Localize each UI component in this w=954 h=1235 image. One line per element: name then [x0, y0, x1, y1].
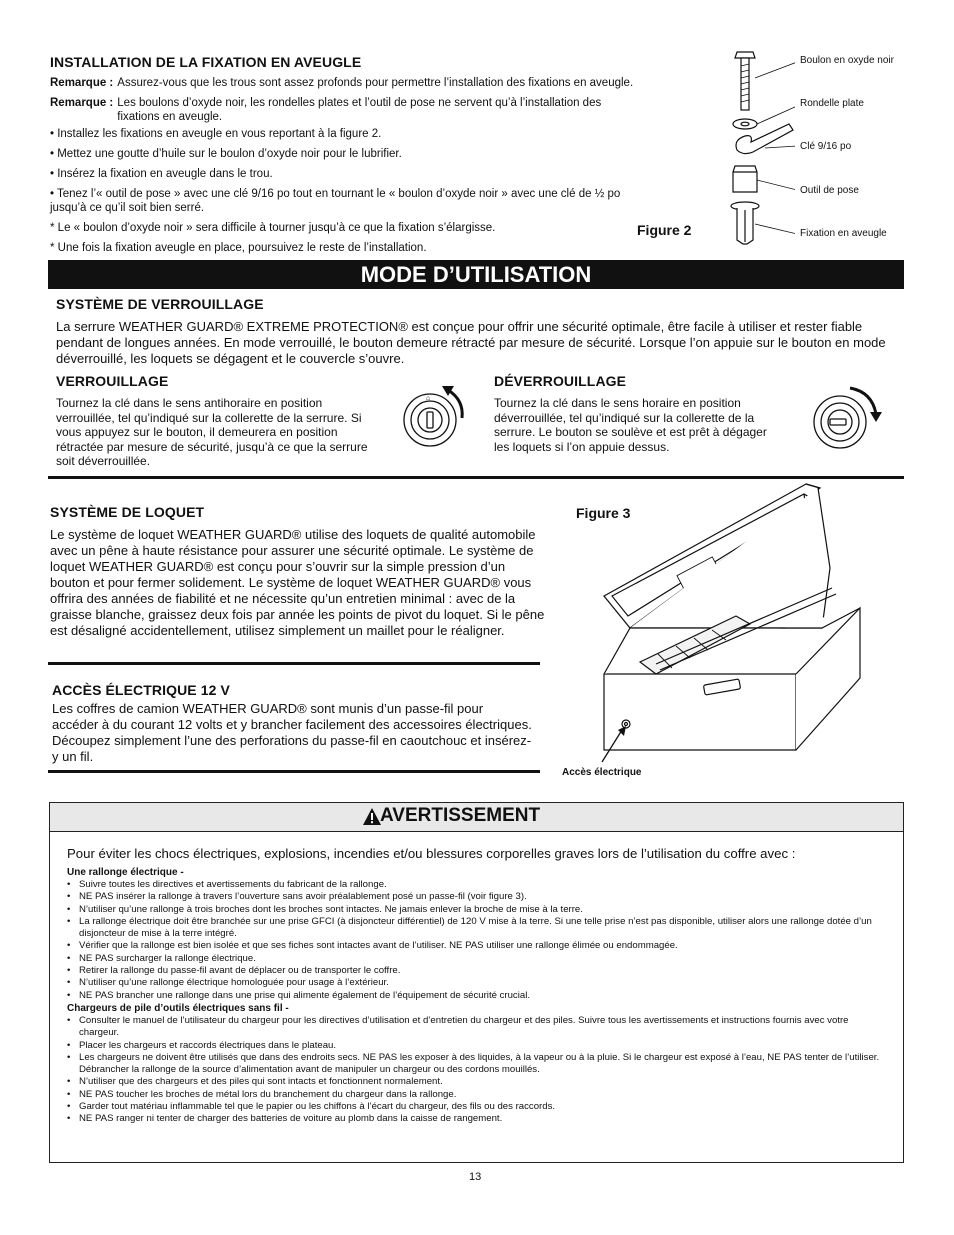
list-item: • NE PAS brancher une rallonge dans une prise qui alimente également de l’équipement de sécurité crucial. [67, 990, 887, 1002]
latch-divider [48, 662, 540, 665]
warning-title: AVERTISSEMENT [380, 805, 541, 826]
install-bullet: • Mettez une goutte d’huile sur le boulon d’oxyde noir pour le lubrifier. [50, 148, 402, 160]
list-item: • Retirer la rallonge du passe-fil avant de déplacer ou de transporter le coffre. [67, 965, 887, 977]
warning-list-extension-cord [67, 879, 887, 1002]
mode-banner: MODE D’UTILISATION [48, 260, 904, 289]
lock-intro: La serrure WEATHER GUARD® EXTREME PROTECTION® est conçue pour offrir une sécurité optimale, être facile à utiliser et rester fiable pendant de longues années. En mode verrouillé, le bouton demeure rétracté par mesure de sécurité. Lorsque l’on appuie sur le bouton en mode déverrouillé, les loquets se dégagent et le couvercle s’ouvre. [56, 319, 886, 366]
list-item: • Les chargeurs ne doivent être utilisés que dans des endroits secs. NE PAS les exposer à des liquides, à la vapeur ou à la pluie. Si le chargeur est exposé à l’eau, NE PAS tenter de l’utiliser. Débrancher la rallonge de la source d’alimentation avant de manipuler un chargeur ou des cordons mouillés. [67, 1052, 887, 1077]
list-item: • Garder tout matériau inflammable tel que le papier ou les chiffons à l’écart du chargeur, des fils ou des raccords. [67, 1101, 887, 1113]
svg-text:⌂: ⌂ [426, 395, 431, 402]
part-label: Clé 9/16 po [800, 141, 852, 152]
figure-3-label: Figure 3 [576, 505, 631, 521]
list-item: • N’utiliser qu’une rallonge électrique homologuée pour usage à l’extérieur. [67, 977, 887, 989]
install-title: INSTALLATION DE LA FIXATION EN AVEUGLE [50, 54, 362, 70]
latch-text: Le système de loquet WEATHER GUARD® utilise des loquets de qualité automobile avec un pêne à haute résistance pour assurer une sécurité optimale. Le système de loquet WEATHER GUARD® est conçu pour s’ouvrir sur la simple pression d’un bouton et pour fermer solidement. Le système de loquet WEATHER GUARD® vous offrira des années de fiabilité et ne nécessite qu’un entretien minimal : avec de la graisse blanche, graissez deux fois par année les points de pivot du loquet. Si le pêne est désaligné accidentellement, utilisez simplement un maillet pour le réaligner. [50, 527, 545, 638]
install-bullets [50, 127, 630, 261]
part-label: Rondelle plate [800, 98, 864, 109]
unlock-dial-icon [806, 378, 888, 458]
lock-title: SYSTÈME DE VERROUILLAGE [56, 296, 264, 312]
lock-text: Tournez la clé dans le sens antihoraire en position verrouillée, tel qu’indiqué sur la collerette de la serrure. Si vous appuyez sur le bouton, il demeurera en position rétractée par mesure de sécurité, jusqu’à ce que la serrure soit déverrouillée. [56, 396, 368, 468]
list-item: • NE PAS ranger ni tenter de charger des batteries de voiture au plomb dans la caisse de rangement. [67, 1113, 887, 1125]
install-bullet: • Tenez l’« outil de pose » avec une clé 9/16 po tout en tournant le « boulon d’oxyde noir » avec une clé de ½ po jusqu’à ce qu’il soit bien serré. [50, 188, 621, 214]
install-bullet: • Insérez la fixation en aveugle dans le trou. [50, 168, 273, 180]
list-item: • Suivre toutes les directives et avertissements du fabricant de la rallonge. [67, 879, 887, 891]
install-bullet: * Le « boulon d’oxyde noir » sera difficile à tourner jusqu’à ce que la fixation s’élargisse. [50, 222, 496, 234]
list-item: • Consulter le manuel de l’utilisateur du chargeur pour les directives d’utilisation et d’entretien du chargeur et des piles. Suivre tous les avertissements et instructions fournis avec votre chargeur. [67, 1015, 887, 1040]
unlock-title: DÉVERROUILLAGE [494, 373, 627, 389]
list-item: • NE PAS surcharger la rallonge électrique. [67, 953, 887, 965]
list-item: • Placer les chargeurs et raccords électriques dans le plateau. [67, 1040, 887, 1052]
figure-2-illustration [715, 48, 795, 248]
list-item: • NE PAS toucher les broches de métal lors du branchement du chargeur dans la rallonge. [67, 1089, 887, 1101]
warning-subheading: Chargeurs de pile d’outils électriques sans fil - [67, 1002, 289, 1014]
power-divider [48, 770, 540, 773]
list-item: • N’utiliser qu’une rallonge à trois broches dont les broches sont intactes. Ne jamais enlever la broche de mise à la terre. [67, 904, 887, 916]
part-label: Outil de pose [800, 185, 859, 196]
install-bullet: * Une fois la fixation aveugle en place, poursuivez le reste de l’installation. [50, 242, 427, 254]
figure-3-caption: Accès électrique [562, 767, 642, 778]
page-number: 13 [469, 1171, 482, 1183]
warning-box [49, 802, 904, 1163]
warning-subheading: Une rallonge électrique - [67, 867, 184, 878]
remark-2: Remarque : Les boulons d’oxyde noir, les rondelles plates et l’outil de pose ne servent qu’à l’installation des fixations en aveugle. [50, 97, 602, 123]
part-label: Fixation en aveugle [800, 228, 887, 239]
unlock-text: Tournez la clé dans le sens horaire en position déverrouillée, tel qu’indiqué sur la collerette de la serrure. Le bouton se soulève et est prêt à dégager les loquets si l’on appuie dessus. [494, 396, 767, 454]
power-text: Les coffres de camion WEATHER GUARD® sont munis d’un passe-fil pour accéder à du courant 12 volts et y brancher facilement des accessoires électriques. Découpez simplement l’une des perforations du passe-fil en caoutchouc et insérez-y un fil. [52, 701, 532, 764]
list-item: • Vérifier que la rallonge est bien isolée et que ses fiches sont intactes avant de l’utiliser. NE PAS utiliser une rallonge élimée ou endommagée. [67, 940, 887, 952]
warning-intro: Pour éviter les chocs électriques, explosions, incendies et/ou blessures corporelles graves lors de l’utilisation du coffre avec : [67, 846, 796, 861]
warning-list-chargers [67, 1015, 887, 1126]
remark-1: Remarque : Assurez-vous que les trous sont assez profonds pour permettre l’installation des fixations en aveugle. [50, 77, 634, 89]
warning-header [50, 803, 903, 832]
part-label: Boulon en oxyde noir [800, 55, 894, 66]
setting-tool-shape [733, 166, 757, 192]
install-remarks [50, 76, 690, 130]
latch-title: SYSTÈME DE LOQUET [50, 504, 205, 520]
warning-triangle-icon [362, 807, 382, 827]
toolbox-illustration [560, 478, 910, 778]
install-bullet: • Installez les fixations en aveugle en vous reportant à la figure 2. [50, 128, 382, 140]
lock-subtitle: VERROUILLAGE [56, 373, 169, 389]
bolt-shape [735, 52, 755, 58]
power-title: ACCÈS ÉLECTRIQUE 12 V [52, 682, 230, 698]
list-item: • NE PAS insérer la rallonge à travers l’ouverture sans avoir préalablement posé un passe-fil (voir figure 3). [67, 891, 887, 903]
list-item: • La rallonge électrique doit être branchée sur une prise GFCI (à disjoncteur différentiel) de 120 V mise à la terre. Si une telle prise n’est pas disponible, utiliser alors une rallonge dotée d’un disjoncteur de mise à la terre intégré. [67, 916, 887, 941]
warning-sections [67, 866, 887, 1126]
figure-2-label: Figure 2 [637, 222, 692, 238]
list-item: • N’utiliser que des chargeurs et des piles qui sont intacts et fonctionnent normalement. [67, 1076, 887, 1088]
lock-dial-icon [396, 378, 472, 458]
toolbox-body [604, 674, 796, 750]
